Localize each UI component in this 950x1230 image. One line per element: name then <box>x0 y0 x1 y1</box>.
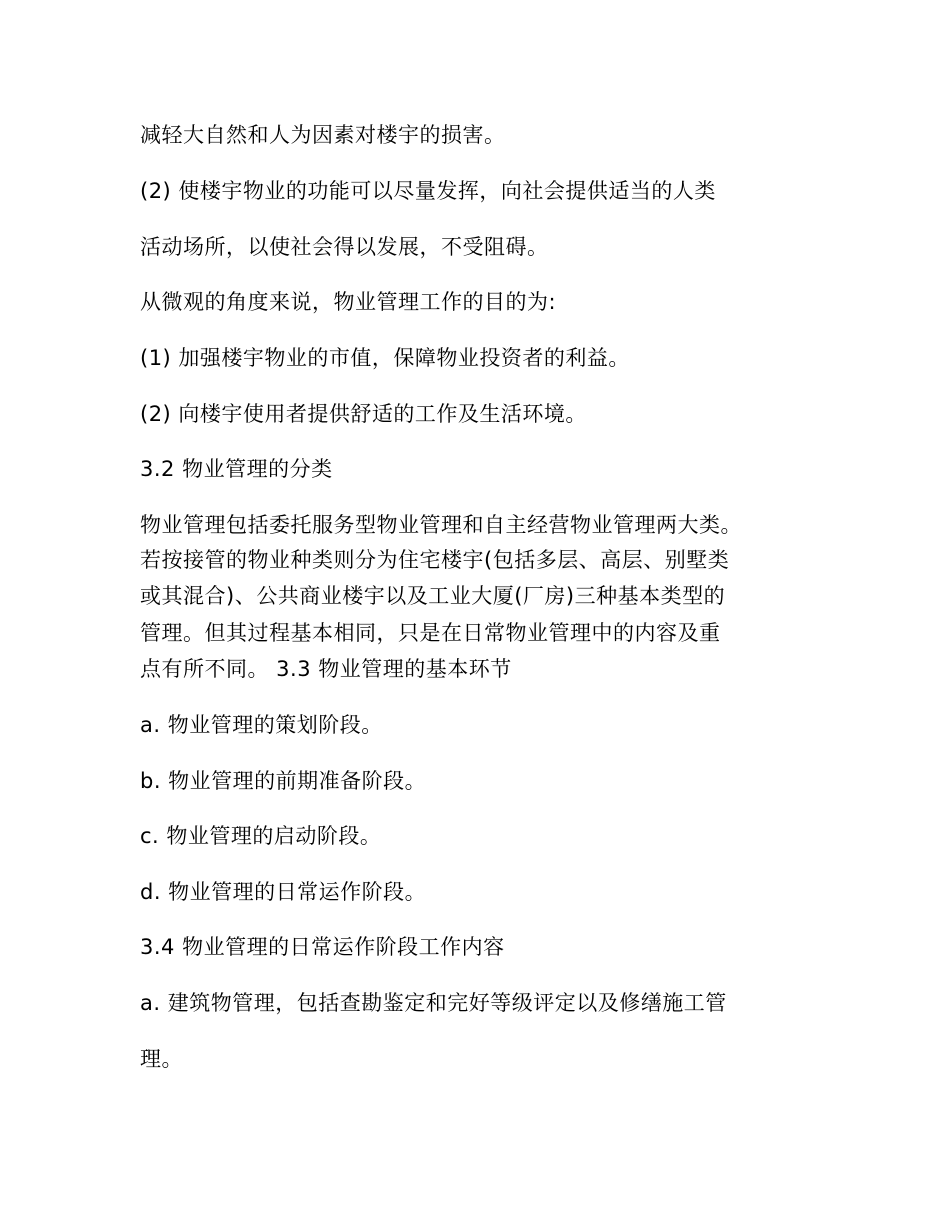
list-item: d. 物业管理的日常运作阶段。 <box>140 880 427 904</box>
list-item: c. 物业管理的启动阶段。 <box>140 824 382 848</box>
list-item: b. 物业管理的前期准备阶段。 <box>140 769 427 793</box>
section-heading: 3.2 物业管理的分类 <box>140 457 333 481</box>
text-line: (1) 加强楼宇物业的市值，保障物业投资者的利益。 <box>140 346 630 370</box>
text-line: (2) 使楼宇物业的功能可以尽量发挥，向社会提供适当的人类 <box>140 179 716 203</box>
list-item: a. 物业管理的策划阶段。 <box>140 713 383 737</box>
text-line: 若按接管的物业种类则分为住宅楼宇(包括多层、高层、别墅类 <box>140 548 730 572</box>
text-line: 或其混合)、公共商业楼宇以及工业大厦(厂房)三种基本类型的 <box>140 584 726 608</box>
text-line: 物业管理包括委托服务型物业管理和自主经营物业管理两大类。 <box>140 513 742 537</box>
text-line: 从微观的角度来说，物业管理工作的目的为: <box>140 290 557 314</box>
text-line: 减轻大自然和人为因素对楼宇的损害。 <box>140 123 506 147</box>
text-line: 活动场所，以使社会得以发展，不受阻碍。 <box>140 235 549 259</box>
text-line: (2) 向楼宇使用者提供舒适的工作及生活环境。 <box>140 402 587 426</box>
list-item: a. 建筑物管理，包括查勘鉴定和完好等级评定以及修缮施工管 <box>140 991 727 1015</box>
text-line: 理。 <box>140 1047 183 1071</box>
text-line: 点有所不同。 3.3 物业管理的基本环节 <box>140 657 512 681</box>
text-line: 管理。但其过程基本相同，只是在日常物业管理中的内容及重 <box>140 621 721 645</box>
section-heading: 3.4 物业管理的日常运作阶段工作内容 <box>140 935 505 959</box>
